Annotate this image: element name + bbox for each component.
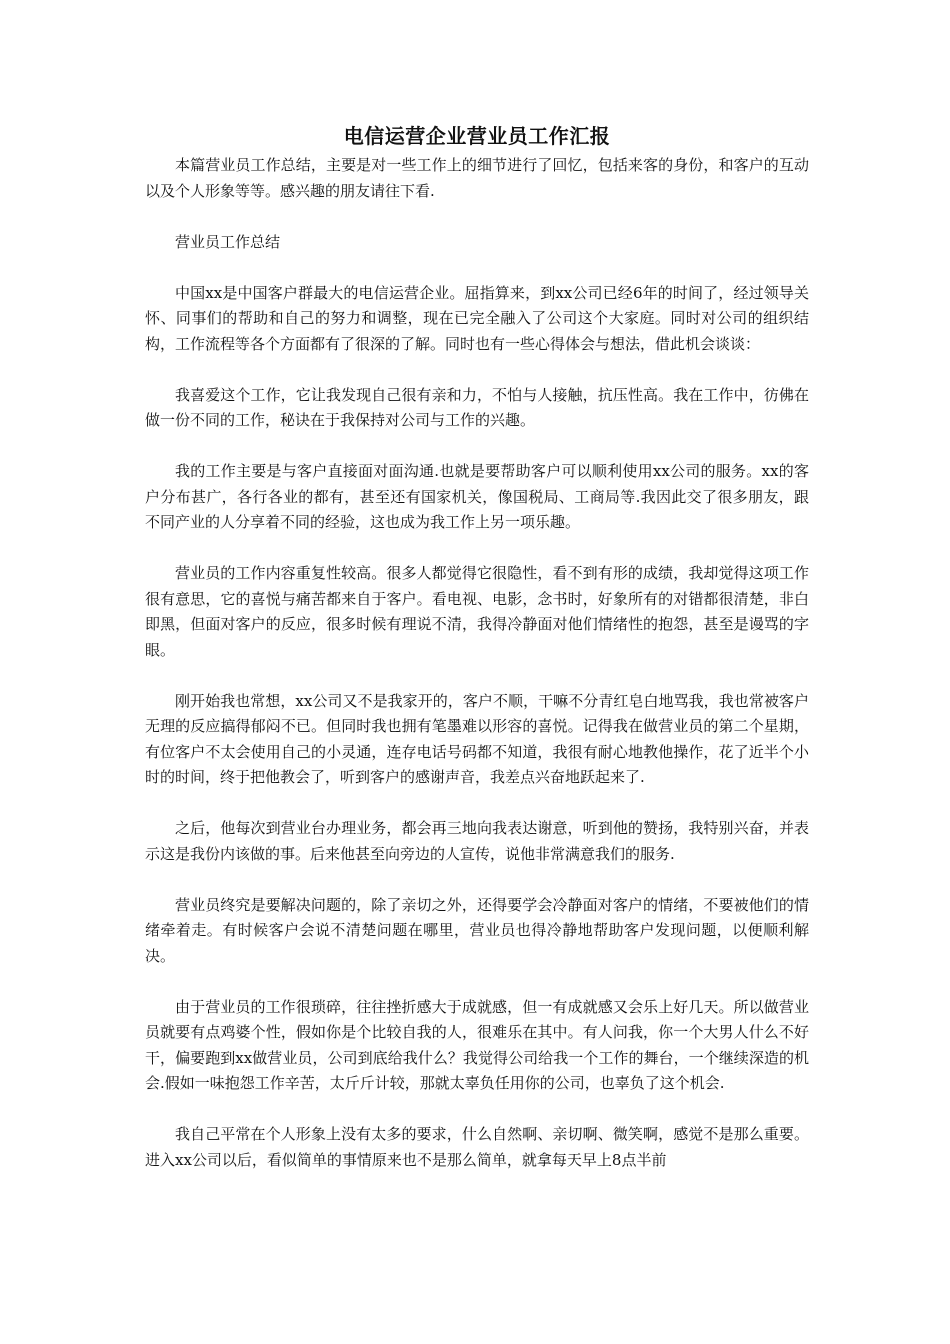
document-title: 电信运营企业营业员工作汇报 xyxy=(343,124,611,148)
intro-paragraph: 本篇营业员工作总结，主要是对一些工作上的细节进行了回忆，包括来客的身份，和客户的互动以及个人形象等等。感兴趣的朋友请往下看. xyxy=(145,156,809,200)
body-paragraph: 营业员的工作内容重复性较高。很多人都觉得它很隐性，看不到有形的成绩，我却觉得这项工作很有意思，它的喜悦与痛苦都来自于客户。看电视、电影，念书时，好象所有的对错都很清楚，非白即黑，但面对客户的反应，很多时候有理说不清，我得冷静面对他们情绪性的抱怨，甚至是谩骂的字眼。 xyxy=(145,564,809,659)
body-paragraph: 我的工作主要是与客户直接面对面沟通.也就是要帮助客户可以顺利使用xx公司的服务。xx的客户分布甚广，各行各业的都有，甚至还有国家机关，像国税局、工商局等.我因此交了很多朋友，跟不同产业的人分享着不同的经验，这也成为我工作上另一项乐趣。 xyxy=(145,462,809,531)
body-paragraph: 我喜爱这个工作，它让我发现自己很有亲和力，不怕与人接触，抗压性高。我在工作中，彷佛在做一份不同的工作，秘诀在于我保持对公司与工作的兴趣。 xyxy=(145,385,809,429)
body-paragraph: 我自己平常在个人形象上没有太多的要求，什么自然啊、亲切啊、微笑啊，感觉不是那么重要。进入xx公司以后，看似简单的事情原来也不是那么简单，就拿每天早上8点半前 xyxy=(145,1125,809,1169)
document-page xyxy=(145,119,809,1173)
body-paragraph: 之后，他每次到营业台办理业务，都会再三地向我表达谢意，听到他的赞扬，我特别兴奋，并表示这是我份内该做的事。后来他甚至向旁边的人宣传，说他非常满意我们的服务. xyxy=(145,819,809,863)
section-heading: 营业员工作总结 xyxy=(175,232,281,251)
body-paragraph: 营业员终究是要解决问题的，除了亲切之外，还得要学会冷静面对客户的情绪，不要被他们的情绪牵着走。有时候客户会说不清楚问题在哪里，营业员也得冷静地帮助客户发现问题，以便顺利解决。 xyxy=(145,895,809,965)
body-paragraph: 刚开始我也常想，xx公司又不是我家开的，客户不顺，干嘛不分青红皂白地骂我，我也常被客户无理的反应搞得郁闷不已。但同时我也拥有笔墨难以形容的喜悦。记得我在做营业员的第二个星期，有位客户不太会使用自己的小灵通，连存电话号码都不知道，我很有耐心地教他操作，花了近半个小时的时间，终于把他教会了，听到客户的感谢声音，我差点兴奋地跃起来了. xyxy=(145,691,809,786)
body-paragraph: 中国xx是中国客户群最大的电信运营企业。屈指算来，到xx公司已经6年的时间了，经过领导关怀、同事们的帮助和自己的努力和调整，现在已完全融入了公司这个大家庭。同时对公司的组织结构，工作流程等各个方面都有了很深的了解。同时也有一些心得体会与想法，借此机会谈谈： xyxy=(145,283,809,353)
body-paragraph: 由于营业员的工作很琐碎，往往挫折感大于成就感，但一有成就感又会乐上好几天。所以做营业员就要有点鸡婆个性，假如你是个比较自我的人，很难乐在其中。有人问我，你一个大男人什么不好干，偏要跑到xx做营业员，公司到底给我什么？我觉得公司给我一个工作的舞台，一个继续深造的机会.假如一味抱怨工作辛苦，太斤斤计较，那就太辜负任用你的公司，也辜负了这个机会. xyxy=(145,997,809,1092)
